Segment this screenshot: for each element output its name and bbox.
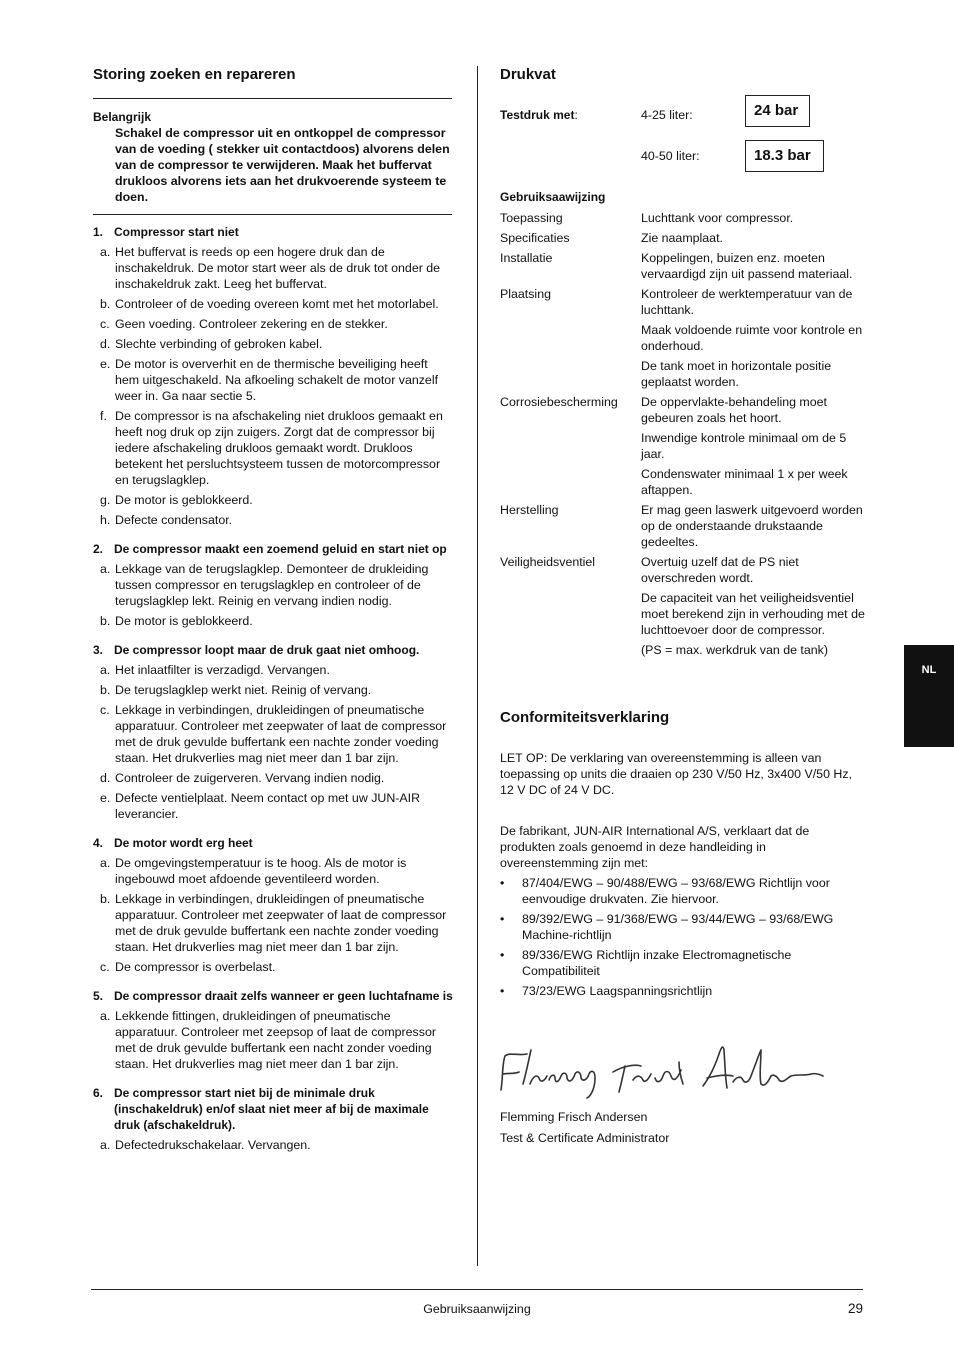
usage-value: Luchttank voor compressor. bbox=[641, 211, 794, 225]
section-number: 5. bbox=[93, 989, 104, 1003]
testdruk-value-2: 18.3 bar bbox=[745, 140, 824, 172]
usage-key: Specificaties bbox=[500, 231, 570, 245]
directive-text: 73/23/EWG Laagspanningsrichtlijn bbox=[522, 984, 713, 998]
section-number: 2. bbox=[93, 542, 104, 556]
usage-key bbox=[500, 358, 641, 390]
item-letter: b. bbox=[100, 614, 111, 628]
item-letter: b. bbox=[100, 297, 111, 311]
usage-row bbox=[500, 590, 865, 638]
troubleshooting-column bbox=[93, 66, 453, 1152]
signature bbox=[493, 1040, 828, 1102]
list-item bbox=[93, 492, 453, 508]
usage-value: Inwendige kontrole minimaal om de 5 jaar. bbox=[641, 431, 847, 461]
drukvat-title: Drukvat bbox=[500, 66, 556, 83]
list-item bbox=[93, 891, 453, 955]
item-letter: h. bbox=[100, 513, 111, 527]
item-text: Defectedrukschakelaar. Vervangen. bbox=[115, 1138, 311, 1152]
troubleshooting-section bbox=[93, 988, 453, 1072]
item-text: De omgevingstemperatuur is te hoog. Als de motor is ingebouwd moet afdoende geventileerd worden. bbox=[115, 856, 407, 886]
section-heading bbox=[93, 1085, 453, 1133]
usage-value: Overtuig uzelf dat de PS niet overschreden wordt. bbox=[641, 555, 799, 585]
usage-key: Corrosiebescherming bbox=[500, 395, 618, 409]
troubleshooting-title: Storing zoeken en repareren bbox=[93, 66, 296, 83]
usage-key: Herstelling bbox=[500, 503, 559, 517]
usage-value: Condenswater minimaal 1 x per week aftappen. bbox=[641, 467, 848, 497]
item-letter: g. bbox=[100, 493, 111, 507]
item-text: Geen voeding. Controleer zekering en de stekker. bbox=[115, 317, 388, 331]
signer-title: Test & Certificate Administrator bbox=[500, 1131, 670, 1145]
troubleshooting-section bbox=[93, 541, 453, 629]
usage-key bbox=[500, 590, 641, 638]
usage-value: De oppervlakte-behandeling moet gebeuren zoals het hoort. bbox=[641, 395, 827, 425]
item-letter: c. bbox=[100, 960, 110, 974]
list-item bbox=[93, 296, 453, 312]
usage-key: Installatie bbox=[500, 251, 553, 265]
list-item bbox=[93, 1137, 453, 1153]
important-text: Schakel de compressor uit en ontkoppel de compressor van de voeding ( stekker uit contactdoos) alvorens delen van de compressor te verwijderen. Maak het buffervat drukloos alvorens iets aan het drukvoerende systeem te doen. bbox=[115, 126, 450, 204]
section-heading bbox=[93, 988, 453, 1004]
usage-value: Zie naamplaat. bbox=[641, 231, 723, 245]
section-number: 3. bbox=[93, 643, 104, 657]
item-text: Defecte ventielplaat. Neem contact op met uw JUN-AIR leverancier. bbox=[115, 791, 421, 821]
divider bbox=[93, 214, 452, 215]
directive-item bbox=[500, 983, 865, 999]
conformity-section bbox=[500, 709, 865, 999]
item-letter: c. bbox=[100, 703, 110, 717]
directive-text: 89/392/EWG – 91/368/EWG – 93/44/EWG – 93/68/EWG Machine-richtlijn bbox=[522, 912, 834, 942]
bullet-icon: • bbox=[500, 876, 505, 890]
item-letter: a. bbox=[100, 1138, 111, 1152]
item-text: Lekkage in verbindingen, drukleidingen of pneumatische apparatuur. Controleer met zeepwater of laat de compressor met de druk gevulde buffertank een nachte zonder voeding staan. Het drukverlies mag niet meer dan 1 bar zijn. bbox=[115, 892, 447, 954]
usage-key: Veiligheidsventiel bbox=[500, 555, 596, 569]
page-number: 29 bbox=[847, 1301, 863, 1316]
list-item bbox=[93, 790, 453, 822]
item-letter: d. bbox=[100, 771, 111, 785]
important-notice bbox=[93, 109, 453, 205]
item-text: Controleer de zuigerveren. Vervang indien nodig. bbox=[115, 771, 385, 785]
section-title: Compressor start niet bbox=[114, 225, 239, 239]
list-item bbox=[93, 770, 453, 786]
section-title: De compressor loopt maar de druk gaat niet omhoog. bbox=[114, 643, 420, 657]
list-item bbox=[93, 1008, 453, 1072]
item-letter: f. bbox=[100, 409, 107, 423]
usage-title: Gebruiksaawijzing bbox=[500, 190, 606, 204]
section-title: De compressor maakt een zoemend geluid en start niet op bbox=[114, 542, 447, 556]
usage-row bbox=[500, 642, 865, 658]
item-text: Lekkende fittingen, drukleidingen of pneumatische apparatuur. Controleer met zeepsop of laat de compressor met de druk gevulde buffertank een nacht zonder voeding staan. Het drukverlies mag niet meer dan 1 bar zijn. bbox=[115, 1009, 436, 1071]
usage-row bbox=[500, 554, 865, 586]
list-item bbox=[93, 855, 453, 887]
usage-key bbox=[500, 466, 641, 498]
item-text: Controleer of de voeding overeen komt met het motorlabel. bbox=[115, 297, 439, 311]
item-letter: a. bbox=[100, 856, 111, 870]
usage-row bbox=[500, 210, 865, 226]
item-letter: e. bbox=[100, 357, 111, 371]
usage-row bbox=[500, 250, 865, 282]
list-item bbox=[93, 356, 453, 404]
directive-item bbox=[500, 875, 865, 907]
drukvat-section bbox=[500, 66, 865, 657]
usage-key: Toepassing bbox=[500, 211, 563, 225]
usage-row bbox=[500, 430, 865, 462]
section-title: De motor wordt erg heet bbox=[114, 836, 253, 850]
usage-key: Plaatsing bbox=[500, 287, 551, 301]
section-heading bbox=[93, 835, 453, 851]
item-text: Slechte verbinding of gebroken kabel. bbox=[115, 337, 323, 351]
usage-value: Kontroleer de werktemperatuur van de luchttank. bbox=[641, 287, 853, 317]
item-letter: e. bbox=[100, 791, 111, 805]
troubleshooting-section bbox=[93, 1085, 453, 1153]
troubleshooting-section bbox=[93, 835, 453, 975]
list-item bbox=[93, 244, 453, 292]
item-text: Het buffervat is reeds op een hogere druk dan de inschakeldruk. De motor start weer als de druk tot onder de inschakeldruk zakt. Leeg het buffervat. bbox=[115, 245, 441, 291]
list-item bbox=[93, 662, 453, 678]
usage-row bbox=[500, 358, 865, 390]
divider bbox=[93, 98, 452, 99]
usage-value: Koppelingen, buizen enz. moeten vervaardigd zijn uit passend materiaal. bbox=[641, 251, 853, 281]
item-letter: d. bbox=[100, 337, 111, 351]
usage-row bbox=[500, 502, 865, 550]
item-text: Lekkage van de terugslagklep. Demonteer de drukleiding tussen compressor en terugslagklep en controleer of de terugslagklep lekt. Reinig en vervang indien nodig. bbox=[115, 562, 429, 608]
item-letter: a. bbox=[100, 245, 111, 259]
troubleshooting-sections bbox=[93, 224, 453, 1153]
item-text: Defecte condensator. bbox=[115, 513, 233, 527]
testdruk-range-2: 40-50 liter: bbox=[641, 149, 700, 163]
directive-text: 87/404/EWG – 90/488/EWG – 93/68/EWG Richtlijn voor eenvoudige drukvaten. Zie hiervoor. bbox=[522, 876, 830, 906]
list-item bbox=[93, 561, 453, 609]
signer-name: Flemming Frisch Andersen bbox=[500, 1110, 648, 1124]
bullet-icon: • bbox=[500, 948, 505, 962]
language-tab bbox=[904, 645, 954, 747]
section-number: 6. bbox=[93, 1086, 104, 1100]
important-heading: Belangrijk bbox=[93, 110, 152, 124]
conformity-note: LET OP: De verklaring van overeenstemming is alleen van toepassing op units die draaien op 230 V/50 Hz, 3x400 V/50 Hz, 12 V DC of 24 V DC. bbox=[500, 751, 852, 797]
conformity-title: Conformiteitsverklaring bbox=[500, 709, 670, 726]
item-letter: b. bbox=[100, 683, 111, 697]
item-text: Het inlaatfilter is verzadigd. Vervangen. bbox=[115, 663, 330, 677]
section-number: 1. bbox=[93, 225, 104, 239]
item-text: De compressor is na afschakeling niet drukloos gemaakt en heeft nog druk op zijn zuigers. Zorgt dat de compressor bij iedere afschakeling drukloos gemaakt wordt. Drukloos betekent het persluchtsysteem tussen de motorcompressor en terugslagklep. bbox=[115, 409, 443, 487]
troubleshooting-section bbox=[93, 642, 453, 822]
usage-row bbox=[500, 286, 865, 318]
troubleshooting-section bbox=[93, 224, 453, 528]
bullet-icon: • bbox=[500, 984, 505, 998]
usage-key bbox=[500, 642, 641, 658]
usage-value: Maak voldoende ruimte voor kontrole en onderhoud. bbox=[641, 323, 863, 353]
section-heading bbox=[93, 541, 453, 557]
usage-value: De capaciteit van het veiligheidsventiel moet berekend zijn in verhouding met de luchttoevoer door de compressor. bbox=[641, 591, 865, 637]
directive-text: 89/336/EWG Richtlijn inzake Electromagnetische Compatibiliteit bbox=[522, 948, 792, 978]
item-text: De motor is geblokkeerd. bbox=[115, 614, 253, 628]
item-letter: a. bbox=[100, 562, 111, 576]
language-tab-label: NL bbox=[921, 664, 937, 676]
item-text: De motor is oververhit en de thermische beveiliging heeft hem uitgeschakeld. Na afkoeling schakelt de motor vanzelf weer in. Ga naar sectie 5. bbox=[115, 357, 439, 403]
section-title: De compressor start niet bij de minimale druk (inschakeldruk) en/of slaat niet meer af bij de maximale druk (afschakeldruk). bbox=[114, 1086, 429, 1132]
list-item bbox=[93, 316, 453, 332]
directive-item bbox=[500, 911, 865, 943]
item-letter: a. bbox=[100, 663, 111, 677]
testdruk-range-1: 4-25 liter: bbox=[641, 108, 693, 122]
usage-row bbox=[500, 466, 865, 498]
list-item bbox=[93, 959, 453, 975]
list-item bbox=[93, 682, 453, 698]
item-text: De motor is geblokkeerd. bbox=[115, 493, 253, 507]
footer-divider bbox=[91, 1289, 863, 1290]
usage-key bbox=[500, 430, 641, 462]
usage-value: De tank moet in horizontale positie geplaatst worden. bbox=[641, 359, 832, 389]
bullet-icon: • bbox=[500, 912, 505, 926]
testdruk-value-1: 24 bar bbox=[745, 95, 810, 127]
section-heading bbox=[93, 224, 453, 240]
usage-row bbox=[500, 322, 865, 354]
usage-value: Er mag geen laswerk uitgevoerd worden op de onderstaande drukstaande gedeeltes. bbox=[641, 503, 863, 549]
item-text: De terugslagklep werkt niet. Reinig of vervang. bbox=[115, 683, 372, 697]
list-item bbox=[93, 512, 453, 528]
item-text: De compressor is overbelast. bbox=[115, 960, 276, 974]
directive-list bbox=[500, 875, 865, 999]
list-item bbox=[93, 613, 453, 629]
list-item bbox=[93, 702, 453, 766]
list-item bbox=[93, 336, 453, 352]
list-item bbox=[93, 408, 453, 488]
usage-key bbox=[500, 322, 641, 354]
section-number: 4. bbox=[93, 836, 104, 850]
usage-table bbox=[500, 206, 865, 658]
column-divider bbox=[477, 66, 478, 1266]
section-title: De compressor draait zelfs wanneer er geen luchtafname is bbox=[114, 989, 453, 1003]
usage-row bbox=[500, 394, 865, 426]
item-text: Lekkage in verbindingen, drukleidingen of pneumatische apparatuur. Controleer met zeepwater of laat de compressor met de druk gevulde buffertank een nachte zonder voeding staan. Het drukverlies mag niet meer dan 1 bar zijn. bbox=[115, 703, 447, 765]
testdruk-label: Testdruk met: bbox=[500, 108, 578, 122]
directive-item bbox=[500, 947, 865, 979]
section-heading bbox=[93, 642, 453, 658]
item-letter: c. bbox=[100, 317, 110, 331]
conformity-intro: De fabrikant, JUN-AIR International A/S, verklaart dat de produkten zoals genoemd in deze handleiding in overeenstemming zijn met: bbox=[500, 824, 810, 870]
item-letter: b. bbox=[100, 892, 111, 906]
footer-title: Gebruiksaanwijzing bbox=[423, 1302, 531, 1316]
usage-row bbox=[500, 230, 865, 246]
usage-value: (PS = max. werkdruk van de tank) bbox=[641, 643, 828, 657]
item-letter: a. bbox=[100, 1009, 111, 1023]
